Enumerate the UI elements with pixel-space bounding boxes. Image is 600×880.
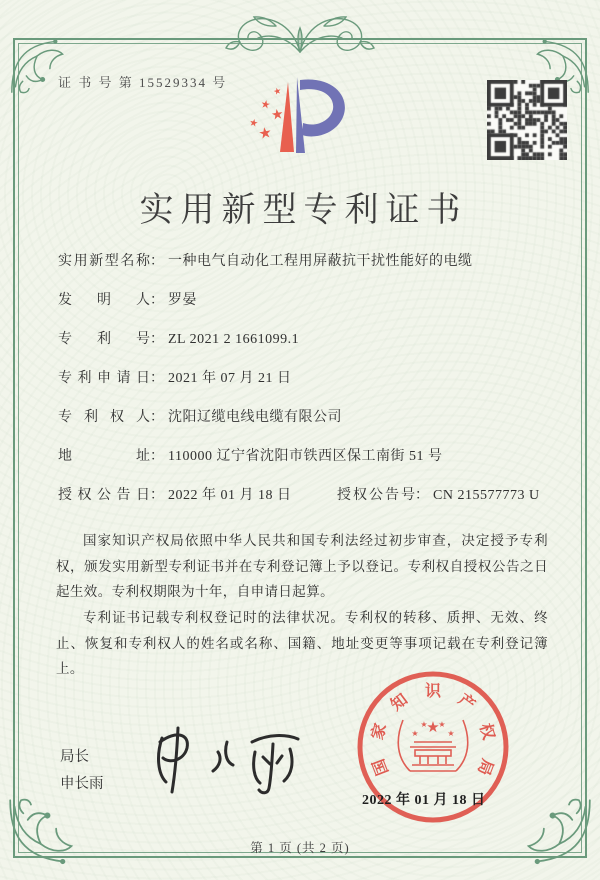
- seal-ring-char: 国: [370, 756, 392, 778]
- corner-ornament-bottom-left: [8, 798, 78, 868]
- svg-text:★: ★: [426, 720, 440, 736]
- qr-code: [487, 80, 567, 160]
- seal-ring-char: 知: [388, 691, 412, 715]
- seal-ring-char: 家: [369, 721, 391, 742]
- legal-paragraph-2: 专利证书记载专利权登记时的法律状况。专利权的转移、质押、无效、终止、恢复和专利权人的姓名或名称、国籍、地址变更等事项记载在专利登记簿上。: [56, 609, 548, 677]
- field-label: 发明人: [58, 293, 150, 308]
- legal-paragraph-1: 国家知识产权局依照中华人民共和国专利法经过初步审查，决定授予专利权，颁发实用新型专利证书并在专利登记簿上予以登记。专利权自授权公告之日起生效。专利权期限为十年，自申请日起算。: [56, 533, 548, 600]
- field-value: 2021 年 07 月 21 日: [168, 371, 292, 386]
- field-inventor: 发明人： 罗晏: [58, 291, 550, 311]
- field-filing-date: 专利申请日： 2021 年 07 月 21 日: [58, 369, 550, 389]
- seal-ring-char: 局: [474, 756, 496, 778]
- handwritten-signature-image: [132, 722, 322, 808]
- legal-text: [56, 528, 548, 682]
- svg-text:★: ★: [438, 720, 446, 729]
- svg-text:★: ★: [257, 125, 274, 144]
- field-grant-row: [58, 486, 550, 506]
- field-address: 地址： 110000 辽宁省沈阳市铁西区保工南街 51 号: [58, 447, 550, 467]
- field-utility-model-name: 实用新型名称： 一种电气自动化工程用屏蔽抗干扰性能好的电缆: [58, 252, 550, 272]
- field-grant-date: 授权公告日： 2022 年 01 月 18 日: [58, 488, 295, 503]
- signer-name: 申长雨: [60, 776, 104, 792]
- corner-ornament-bottom-right: [522, 798, 592, 868]
- seal-date: 2022 年 01 月 18 日: [362, 793, 486, 808]
- field-value: 2022 年 01 月 18 日: [168, 488, 292, 503]
- field-label: 地址: [58, 449, 150, 464]
- field-grant-number: 授权公告号： CN 215577773 U: [337, 488, 540, 503]
- seal-ring-char: 权: [475, 721, 497, 742]
- field-label: 专利申请日: [58, 371, 150, 386]
- top-ornament: [180, 8, 420, 60]
- cnipa-logo-icon: [233, 74, 367, 172]
- field-label: 专利权人: [58, 410, 150, 425]
- svg-text:★: ★: [259, 98, 272, 112]
- svg-text:★: ★: [272, 85, 283, 97]
- field-value: 罗晏: [168, 293, 197, 308]
- field-value: ZL 2021 2 1661099.1: [168, 332, 300, 347]
- national-emblem-icon: [398, 720, 467, 771]
- certificate-number: 证 书 号 第 15529334 号: [58, 75, 228, 90]
- field-label: 专利号: [58, 332, 150, 347]
- signer-role: 局长: [60, 749, 89, 765]
- seal-ring-char: 产: [454, 691, 478, 715]
- field-label: 授权公告日: [58, 488, 150, 503]
- svg-text:★: ★: [420, 720, 428, 729]
- field-list: [58, 252, 550, 525]
- field-patent-number: 专利号： ZL 2021 2 1661099.1: [58, 330, 550, 350]
- field-patentee: 专利权人： 沈阳辽缆电线电缆有限公司: [58, 408, 550, 428]
- field-value: 110000 辽宁省沈阳市铁西区保工南街 51 号: [168, 449, 443, 464]
- field-value: 沈阳辽缆电线电缆有限公司: [168, 410, 342, 425]
- svg-text:★: ★: [247, 117, 260, 130]
- svg-text:★: ★: [411, 729, 419, 738]
- signer-block: [60, 744, 104, 798]
- svg-text:★: ★: [447, 729, 455, 738]
- field-label: 实用新型名称: [58, 254, 150, 269]
- certificate-title: 实用新型专利证书: [139, 192, 468, 229]
- field-value: 一种电气自动化工程用屏蔽抗干扰性能好的电缆: [168, 254, 473, 269]
- svg-text:★: ★: [270, 107, 285, 124]
- field-value: CN 215577773 U: [433, 488, 540, 503]
- page-number: 第 1 页 (共 2 页): [250, 841, 350, 855]
- seal-ring-char: 识: [424, 683, 442, 700]
- field-label: 授权公告号: [337, 488, 415, 503]
